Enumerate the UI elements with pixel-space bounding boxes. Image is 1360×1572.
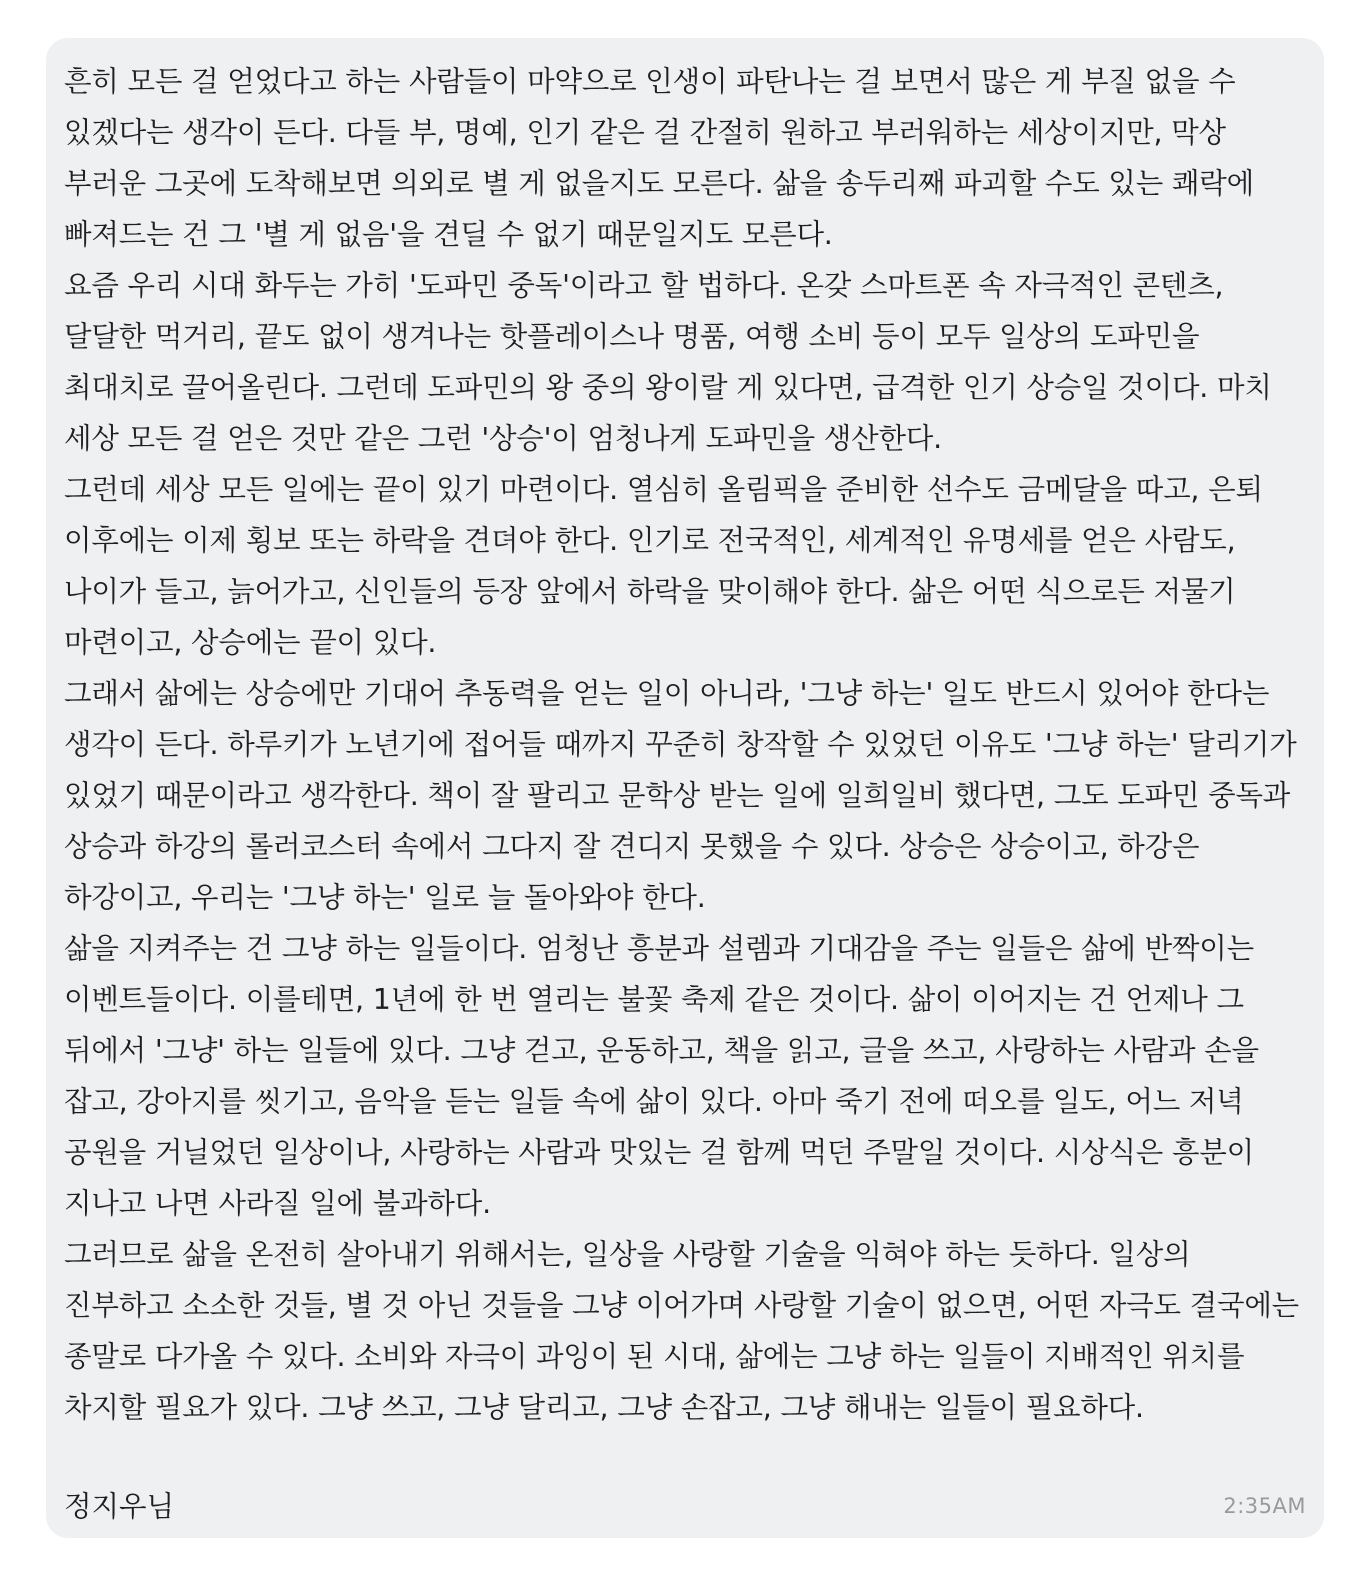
message-timestamp: 2:35AM: [1223, 1494, 1306, 1518]
message-paragraph-3: 그런데 세상 모든 일에는 끝이 있기 마련이다. 열심히 올림픽을 준비한 선수도 금메달을 따고, 은퇴 이후에는 이제 횡보 또는 하락을 견뎌야 한다. 인기로 전국적인, 세계적인 유명세를 얻은 사람도, 나이가 들고, 늙어가고, 신인들의 등장 앞에서 하락을 맞이해야 한다. 삶은 어떤 식으로든 저물기 마련이고, 상승에는 끝이 있다.: [64, 473, 1263, 659]
message-body: [64, 56, 1304, 1433]
message-paragraph-5: 삶을 지켜주는 건 그냥 하는 일들이다. 엄청난 흥분과 설렘과 기대감을 주는 일들은 삶에 반짝이는 이벤트들이다. 이를테면, 1년에 한 번 열리는 불꽃 축제 같은 것이다. 삶이 이어지는 건 언제나 그 뒤에서 '그냥' 하는 일들에 있다. 그냥 걷고, 운동하고, 책을 읽고, 글을 쓰고, 사랑하는 사람과 손을 잡고, 강아지를 씻기고, 음악을 듣는 일들 속에 삶이 있다. 아마 죽기 전에 떠오를 일도, 어느 저녁 공원을 거닐었던 일상이나, 사랑하는 사람과 맛있는 걸 함께 먹던 주말일 것이다. 시상식은 흥분이 지나고 나면 사라질 일에 불과하다.: [64, 932, 1259, 1220]
message-paragraph-2: 요즘 우리 시대 화두는 가히 '도파민 중독'이라고 할 법하다. 온갖 스마트폰 속 자극적인 콘텐츠, 달달한 먹거리, 끝도 없이 생겨나는 핫플레이스나 명품, 여행 소비 등이 모두 일상의 도파민을 최대치로 끌어올린다. 그런데 도파민의 왕 중의 왕이랄 게 있다면, 급격한 인기 상승일 것이다. 마치 세상 모든 걸 얻은 것만 같은 그런 '상승'이 엄청나게 도파민을 생산한다.: [64, 269, 1272, 455]
message-paragraph-4: 그래서 삶에는 상승에만 기대어 추동력을 얻는 일이 아니라, '그냥 하는' 일도 반드시 있어야 한다는 생각이 든다. 하루키가 노년기에 접어들 때까지 꾸준히 창작할 수 있었던 이유도 '그냥 하는' 달리기가 있었기 때문이라고 생각한다. 책이 잘 팔리고 문학상 받는 일에 일희일비 했다면, 그도 도파민 중독과 상승과 하강의 롤러코스터 속에서 그다지 잘 견디지 못했을 수 있다. 상승은 상승이고, 하강은 하강이고, 우리는 '그냥 하는' 일로 늘 돌아와야 한다.: [64, 677, 1297, 914]
message-paragraph-6: 그러므로 삶을 온전히 살아내기 위해서는, 일상을 사랑할 기술을 익혀야 하는 듯하다. 일상의 진부하고 소소한 것들, 별 것 아닌 것들을 그냥 이어가며 사랑할 기술이 없으면, 어떤 자극도 결국에는 종말로 다가올 수 있다. 소비와 자극이 과잉이 된 시대, 삶에는 그냥 하는 일들이 지배적인 위치를 차지할 필요가 있다. 그냥 쓰고, 그냥 달리고, 그냥 손잡고, 그냥 해내는 일들이 필요하다.: [64, 1238, 1299, 1424]
message-paragraph-1: 흔히 모든 걸 얻었다고 하는 사람들이 마약으로 인생이 파탄나는 걸 보면서 많은 게 부질 없을 수 있겠다는 생각이 든다. 다들 부, 명예, 인기 같은 걸 간절히 원하고 부러워하는 세상이지만, 막상 부러운 그곳에 도착해보면 의외로 별 게 없을지도 모른다. 삶을 송두리째 파괴할 수도 있는 쾌락에 빠져드는 건 그 '별 게 없음'을 견딜 수 없기 때문일지도 모른다.: [64, 65, 1254, 251]
message-bubble[interactable]: [46, 38, 1324, 1538]
sender-name[interactable]: 정지우님: [64, 1490, 175, 1523]
